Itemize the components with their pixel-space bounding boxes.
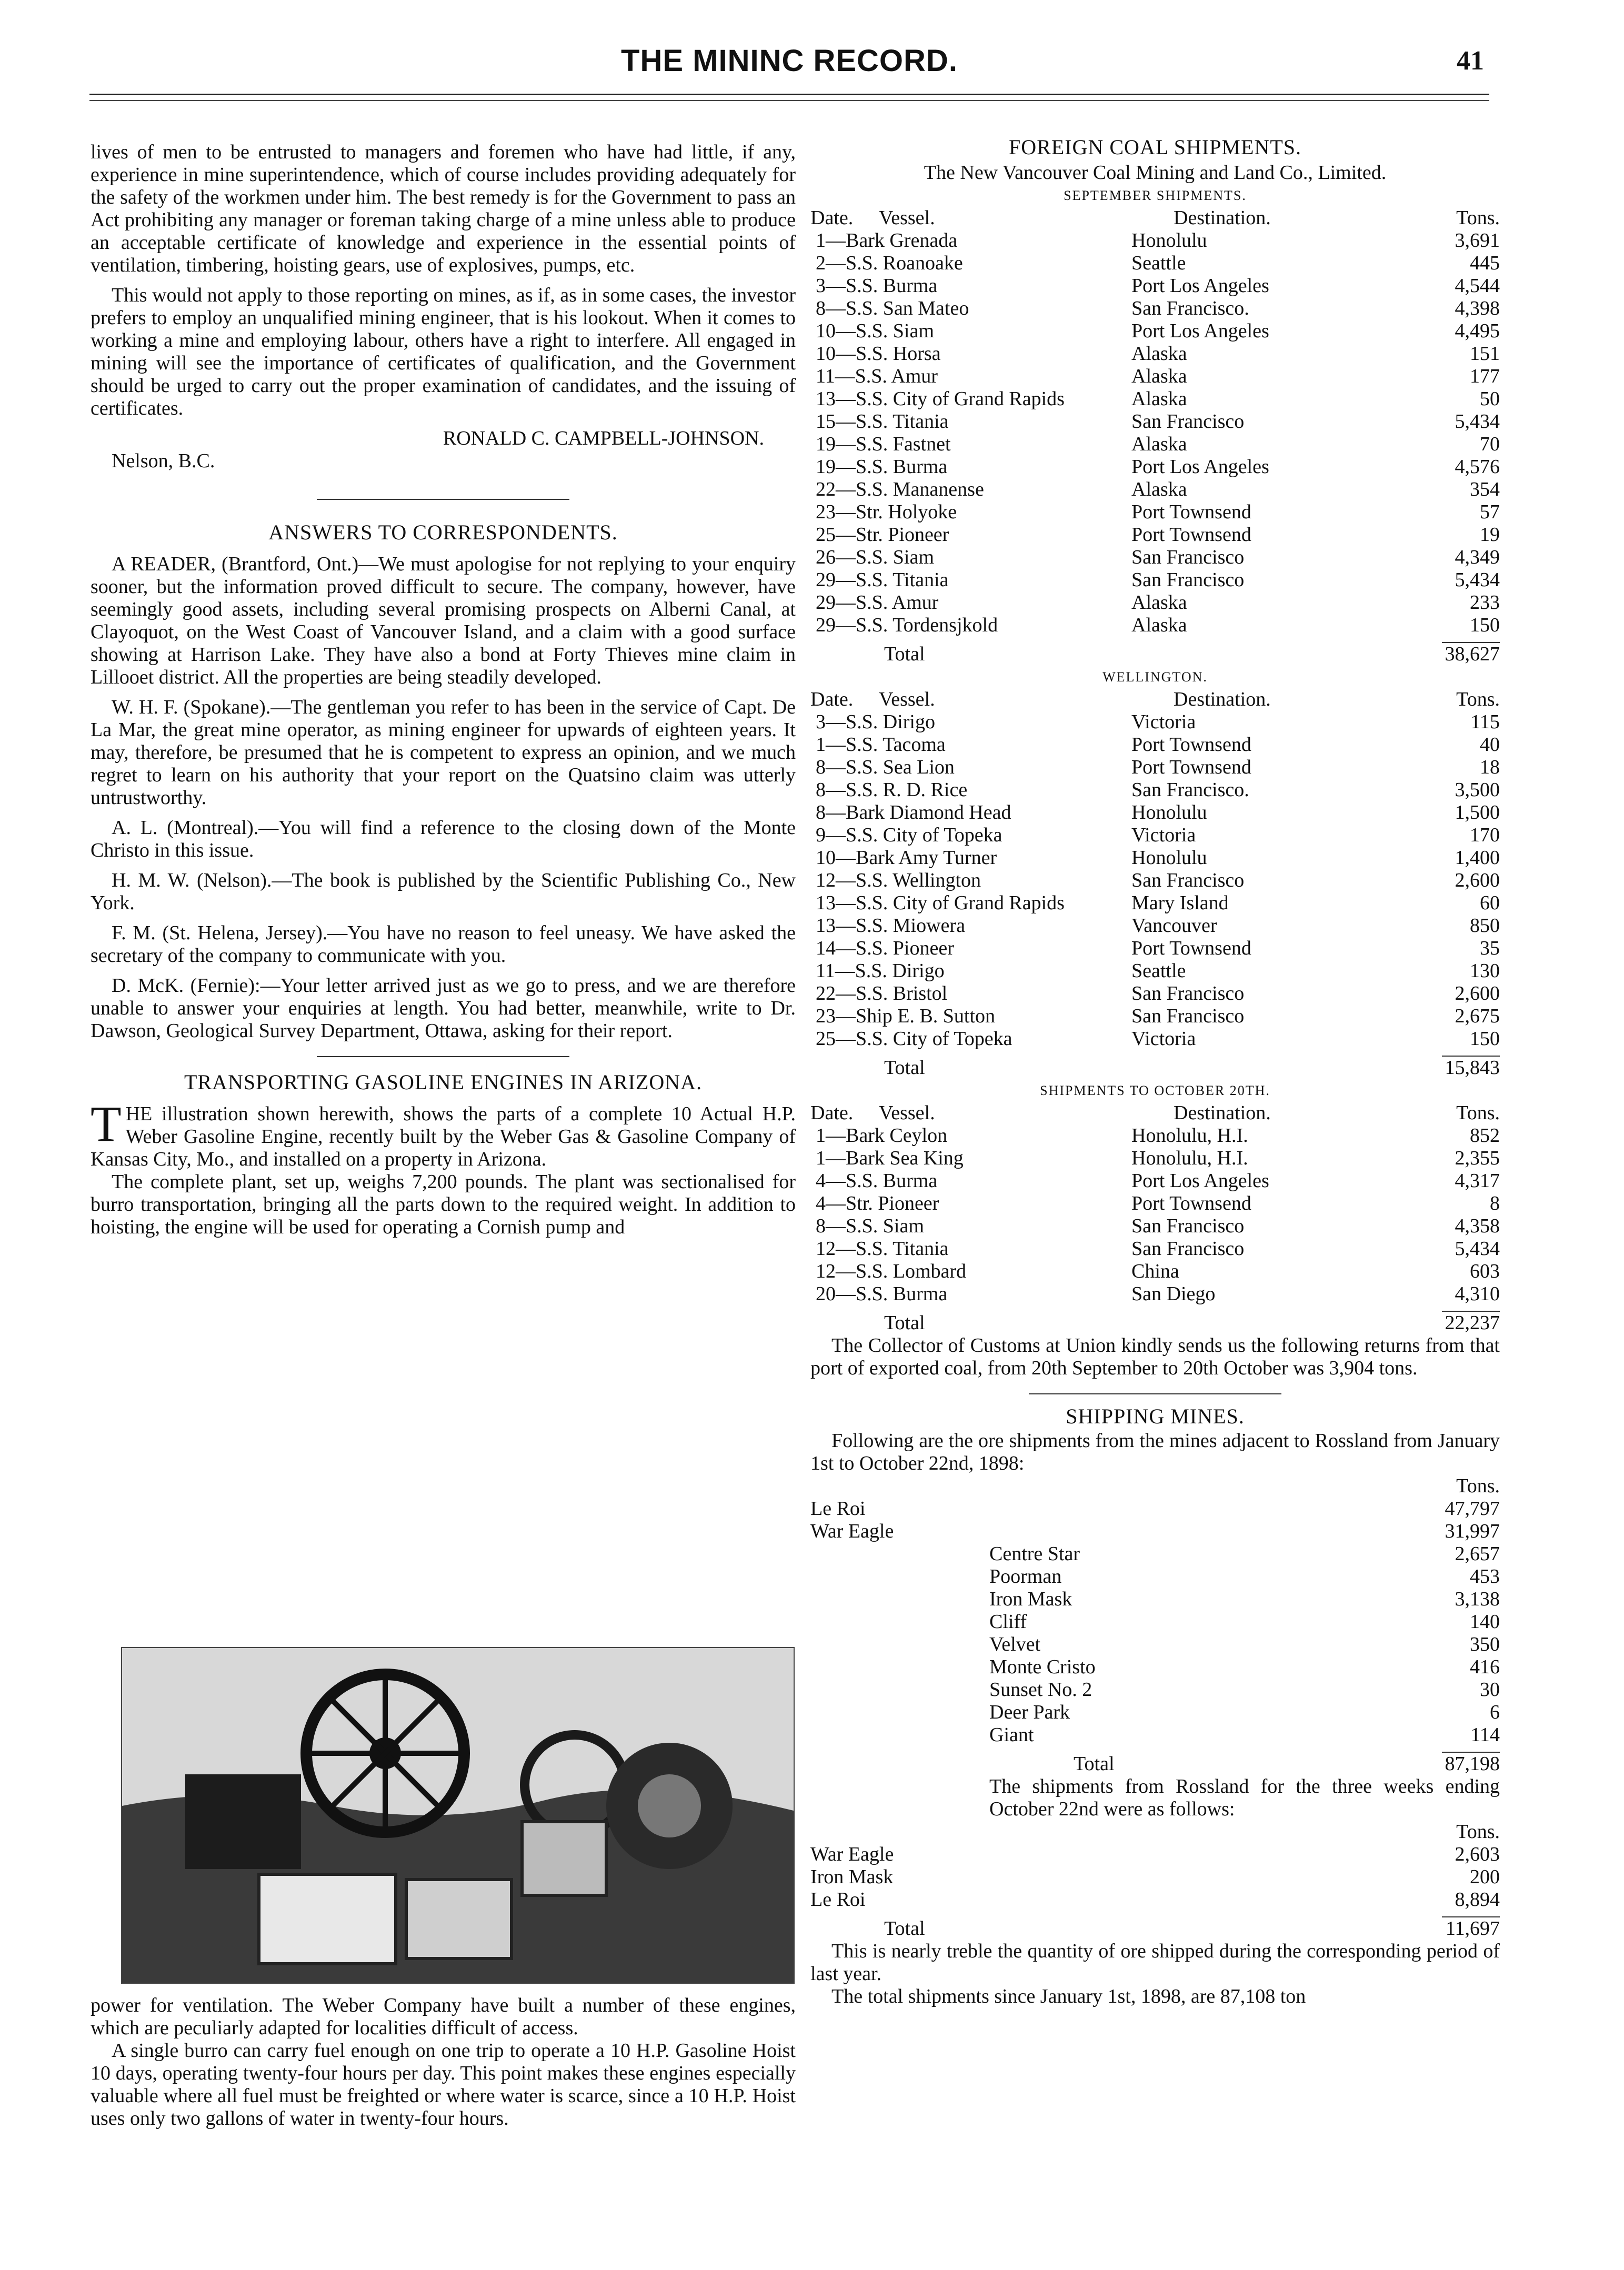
vessel-cell: 19—S.S. Fastnet [816,433,951,455]
destination-cell: Vancouver [1131,915,1217,937]
destination-cell: Seattle [1131,252,1186,274]
tons-cell: 19 [1480,524,1500,546]
table-row [810,569,1500,591]
destination-cell: San Francisco [1131,982,1245,1005]
table-row [810,869,1500,892]
page-number: 41 [1457,46,1484,76]
destination-cell: San Francisco [1131,869,1245,891]
answer-paragraph: H. M. W. (Nelson).—The book is published by the Scientific Publishing Co., New York. [91,869,796,914]
sept-table [810,207,1500,637]
total-label: Total [884,1917,925,1940]
letter-place: Nelson, B.C. [112,450,215,472]
vessel-cell: 4—S.S. Burma [816,1170,938,1192]
destination-cell: Port Townsend [1131,756,1251,778]
table-row [810,1565,1500,1588]
table-row [810,388,1500,410]
table-row [810,456,1500,478]
table-row [810,1633,1500,1656]
table-row [810,343,1500,365]
mine-name-cell: Cliff [989,1611,1027,1633]
tons-cell: 115 [1470,711,1500,733]
vessel-cell: 1—Bark Grenada [816,229,958,252]
right-column [810,136,1500,2015]
destination-cell: San Francisco [1131,1005,1245,1027]
destination-cell: Alaska [1131,365,1187,387]
vessel-cell: 3—S.S. Dirigo [816,711,935,733]
tons-cell: 114 [1470,1724,1500,1746]
tons-cell: 354 [1470,478,1500,500]
tons-cell: 60 [1480,892,1500,914]
tons-cell: 1,500 [1455,801,1500,823]
vessel-cell: 11—S.S. Amur [816,365,938,387]
table-row [810,1656,1500,1679]
tons-cell: 2,603 [1455,1843,1500,1865]
table-row [810,252,1500,275]
three-weeks-total-row [810,1917,1500,1940]
table-row [810,1124,1500,1147]
table-row [810,1005,1500,1028]
gasoline-paragraph: power for ventilation. The Weber Company have built a number of these engines, which are peculiarly adapted for localities difficult of access. [91,1994,796,2039]
section-divider [317,499,569,500]
table-row [810,1170,1500,1192]
engine-photograph [121,1647,795,1984]
tons-header: Tons. [1456,1821,1500,1843]
tons-cell: 50 [1480,388,1500,410]
letter-paragraph: lives of men to be entrusted to managers and foremen who have had little, if any, experience in mine superintendence, which of course includes providing adequately for the safety of the workmen under him. The best remedy is for the Government to pass an Act prohibiting any manager or foreman taking charge of a mine unless able to produce an acceptable certificate of knowledge and experience in the essential points of ventilation, timbering, hoisting gears, use of explosives, pumps, etc. [91,141,796,276]
mine-name-cell: Poorman [989,1565,1062,1588]
table-row [810,1611,1500,1633]
three-weeks-table [810,1821,1500,1911]
vessel-cell: 29—S.S. Amur [816,591,939,614]
total-label: Total [1074,1753,1115,1775]
wellington-table [810,688,1500,1050]
gasoline-heading: TRANSPORTING GASOLINE ENGINES IN ARIZONA. [184,1070,703,1094]
destination-cell: Port Townsend [1131,501,1251,523]
vessel-cell: 1—S.S. Tacoma [816,734,946,756]
table-row [810,1238,1500,1260]
sept-rows [810,229,1500,637]
tons-cell: 70 [1480,433,1500,455]
tons-cell: 4,358 [1455,1215,1500,1237]
destination-cell: San Francisco [1131,546,1245,568]
table-row [810,915,1500,937]
destination-cell: San Francisco [1131,1215,1245,1237]
destination-cell: Port Los Angeles [1131,275,1269,297]
section-divider [317,1056,569,1057]
tons-cell: 170 [1470,824,1500,846]
tons-cell: 150 [1470,614,1500,636]
mines-intro: Following are the ore shipments from the mines adjacent to Rossland from January 1st to October 22nd, 1898: [810,1430,1500,1474]
destination-cell: Honolulu, H.I. [1131,1124,1248,1147]
answer-paragraph: A READER, (Brantford, Ont.)—We must apologise for not replying to your enquiry sooner, but the information proved difficult to secure. The company, however, have seemingly good assets, including several promising prospects on Alberni Canal, at Clayoquot, on the West Coast of Vancouver Island, and a claim with a good surface showing at Harrison Lake. They have also a bond at Forty Thieves mine claim in Lillooet district. All the properties are being steadily developed. [91,553,796,688]
table-row [810,1147,1500,1170]
tons-cell: 3,500 [1455,779,1500,801]
vessel-cell: 25—Str. Pioneer [816,524,949,546]
tons-cell: 150 [1470,1028,1500,1050]
vessel-cell: 19—S.S. Burma [816,456,948,478]
destination-cell: San Francisco [1131,410,1245,433]
oct-total-row [810,1312,1500,1334]
vessel-cell: 20—S.S. Burma [816,1283,948,1305]
table-row [810,410,1500,433]
tons-cell: 3,138 [1455,1588,1500,1610]
table-row [810,275,1500,297]
vessel-cell: 13—S.S. Miowera [816,915,965,937]
mine-name-cell: Deer Park [989,1701,1070,1723]
table-row [810,756,1500,779]
total-value: 22,237 [1445,1312,1500,1334]
tons-cell: 4,495 [1455,320,1500,342]
tons-cell: 233 [1470,591,1500,614]
tons-cell: 151 [1470,343,1500,365]
vessel-cell: 4—Str. Pioneer [816,1192,939,1214]
vessel-cell: 15—S.S. Titania [816,410,949,433]
table-header-row: Date. Vessel. Destination. Tons. [810,688,1500,710]
tons-cell: 177 [1470,365,1500,387]
gasoline-paragraph: The complete plant, set up, weighs 7,200 pounds. The plant was sectionalised for burro transportation, bringing all the parts down to the required weight. In addition to hoisting, the engine will be used for operating a Cornish pump and [91,1171,796,1238]
tons-cell: 35 [1480,937,1500,959]
vessel-cell: 12—S.S. Titania [816,1238,949,1260]
coal-company: The New Vancouver Coal Mining and Land Co., Limited. [924,162,1387,184]
table-row [810,1283,1500,1305]
vessel-cell: 26—S.S. Siam [816,546,934,568]
table-row [810,1588,1500,1611]
destination-cell: Seattle [1131,960,1186,982]
mine-name-cell: War Eagle [810,1520,894,1542]
total-label: Total [884,1312,925,1334]
left-column [91,141,796,1246]
gasoline-paragraph: A single burro can carry fuel enough on one trip to operate a 10 H.P. Gasoline Hoist 10 days, operating twenty-four hours per day. This point makes these engines especially valuable where all fuel must be freighted or where water is scarce, since a 10 H.P. Hoist uses only two gallons of water in twenty-four hours. [91,2040,796,2130]
mine-name-cell: Monte Cristo [989,1656,1096,1678]
table-row [810,365,1500,388]
table-row [810,1028,1500,1050]
destination-cell: Honolulu [1131,801,1207,823]
table-row [810,501,1500,524]
tons-cell: 30 [1480,1679,1500,1701]
tons-cell: 8,894 [1455,1889,1500,1911]
tons-cell: 2,675 [1455,1005,1500,1027]
answers-heading: ANSWERS TO CORRESPONDENTS. [268,520,618,544]
table-header-row: Date. Vessel. Destination. Tons. [810,1102,1500,1124]
tons-cell: 130 [1470,960,1500,982]
total-label: Total [884,643,925,665]
section-divider [1029,1393,1281,1394]
table-row [810,892,1500,915]
destination-cell: San Francisco [1131,569,1245,591]
vessel-cell: 22—S.S. Bristol [816,982,948,1005]
destination-cell: Alaska [1131,343,1187,365]
vessel-cell: 29—S.S. Tordensjkold [816,614,998,636]
vessel-cell: 3—S.S. Burma [816,275,938,297]
tons-cell: 2,600 [1455,869,1500,891]
table-row [810,1260,1500,1283]
tons-cell: 47,797 [1445,1498,1500,1520]
tons-cell: 5,434 [1455,410,1500,433]
destination-cell: Honolulu [1131,847,1207,869]
table-row [810,320,1500,343]
total-value: 38,627 [1445,643,1500,665]
wellington-rows [810,711,1500,1050]
answer-paragraph: D. McK. (Fernie):—Your letter arrived just as we go to press, and we are therefore unable to answer your enquiries at length. You had better, meanwhile, write to Dr. Dawson, Geological Survey Department, Ottawa, asking for their report. [91,975,796,1042]
oct-subheading: SHIPMENTS TO OCTOBER 20TH. [1040,1083,1270,1098]
total-value: 15,843 [1445,1057,1500,1079]
vessel-cell: 9—S.S. City of Topeka [816,824,1003,846]
mine-name-cell: Velvet [989,1633,1041,1655]
table-row [810,1889,1500,1911]
vessel-cell: 1—Bark Ceylon [816,1124,948,1147]
table-header-row: Date. Vessel. Destination. Tons. [810,207,1500,229]
table-row [810,614,1500,637]
closing-paragraph: The total shipments since January 1st, 1898, are 87,108 ton [831,1985,1306,2007]
closing-paragraph: This is nearly treble the quantity of ore shipped during the corresponding period of last year. [810,1940,1500,1985]
tons-cell: 6 [1490,1701,1500,1723]
vessel-cell: 22—S.S. Mananense [816,478,984,500]
mine-name-cell: Iron Mask [810,1866,894,1888]
destination-cell: San Diego [1131,1283,1216,1305]
mine-name-cell: Centre Star [989,1543,1080,1565]
vessel-cell: 13—S.S. City of Grand Rapids [816,892,1065,914]
table-row [810,546,1500,569]
table-row [810,524,1500,546]
vessel-cell: 14—S.S. Pioneer [816,937,954,959]
tons-cell: 1,400 [1455,847,1500,869]
total-label: Total [884,1057,925,1079]
destination-cell: Mary Island [1131,892,1229,914]
tons-cell: 140 [1470,1611,1500,1633]
mines-total-row [810,1753,1500,1775]
vessel-cell: 13—S.S. City of Grand Rapids [816,388,1065,410]
destination-cell: San Francisco. [1131,779,1249,801]
destination-cell: Victoria [1131,824,1196,846]
oct-table [810,1102,1500,1305]
mine-name-cell: Le Roi [810,1498,866,1520]
tons-cell: 2,657 [1455,1543,1500,1565]
vessel-cell: 8—S.S. R. D. Rice [816,779,968,801]
table-row [810,1843,1500,1866]
sept-subheading: SEPTEMBER SHIPMENTS. [1064,188,1247,203]
mine-name-cell: Sunset No. 2 [989,1679,1092,1701]
table-row [810,1543,1500,1565]
mines-table [810,1475,1500,1746]
vessel-cell: 11—S.S. Dirigo [816,960,945,982]
tons-cell: 416 [1470,1656,1500,1678]
destination-cell: Victoria [1131,711,1196,733]
mines-main-rows [810,1498,1500,1543]
table-row [810,591,1500,614]
tons-cell: 18 [1480,756,1500,778]
destination-cell: Port Townsend [1131,1192,1251,1214]
table-row [810,433,1500,456]
wellington-subheading: WELLINGTON. [1102,669,1208,685]
destination-cell: Port Los Angeles [1131,1170,1269,1192]
table-row [810,1679,1500,1701]
tons-cell: 5,434 [1455,569,1500,591]
tons-cell: 4,544 [1455,275,1500,297]
vessel-cell: 25—S.S. City of Topeka [816,1028,1013,1050]
table-row [810,779,1500,801]
mines-sub-rows [810,1543,1500,1746]
table-row [810,1215,1500,1238]
three-weeks-note: The shipments from Rossland for the three weeks ending October 22nd were as follows: [989,1775,1500,1820]
table-row [810,1498,1500,1520]
tons-cell: 3,691 [1455,229,1500,252]
mine-name-cell: Giant [989,1724,1034,1746]
vessel-cell: 10—Bark Amy Turner [816,847,997,869]
customs-note: The Collector of Customs at Union kindly sends us the following returns from that port of exported coal, from 20th September to 20th October was 3,904 tons. [810,1334,1500,1379]
vessel-cell: 12—S.S. Wellington [816,869,981,891]
destination-cell: Port Townsend [1131,524,1251,546]
three-weeks-rows [810,1843,1500,1911]
letter-signature: RONALD C. CAMPBELL-JOHNSON. [443,427,764,449]
destination-cell: China [1131,1260,1179,1282]
page-header [89,43,1489,85]
destination-cell: San Francisco [1131,1238,1245,1260]
mine-name-cell: War Eagle [810,1843,894,1865]
table-row [810,734,1500,756]
destination-cell: Alaska [1131,388,1187,410]
tons-cell: 5,434 [1455,1238,1500,1260]
vessel-cell: 23—Ship E. B. Sutton [816,1005,995,1027]
header-rule-thin [89,100,1489,101]
vessel-cell: 12—S.S. Lombard [816,1260,967,1282]
tons-cell: 57 [1480,501,1500,523]
gasoline-paragraph: THE illustration shown herewith, shows the parts of a complete 10 Actual H.P. Weber Gasoline Engine, recently built by the Weber Gas & Gasoline Company of Kansas City, Mo., and installed on a property in Arizona. [91,1096,796,1170]
tons-cell: 4,310 [1455,1283,1500,1305]
engine-illustration-icon [122,1648,795,1984]
destination-cell: Port Los Angeles [1131,320,1269,342]
table-row [810,982,1500,1005]
coal-heading: FOREIGN COAL SHIPMENTS. [1008,135,1301,159]
wellington-total-row [810,1057,1500,1079]
destination-cell: Alaska [1131,433,1187,455]
table-row [810,937,1500,960]
tons-cell: 2,355 [1455,1147,1500,1169]
drop-cap: T [91,1096,122,1152]
tons-cell: 31,997 [1445,1520,1500,1542]
tons-cell: 4,317 [1455,1170,1500,1192]
tons-cell: 850 [1470,915,1500,937]
vessel-cell: 1—Bark Sea King [816,1147,964,1169]
vessel-cell: 10—S.S. Horsa [816,343,941,365]
table-row [810,1192,1500,1215]
destination-cell: Honolulu [1131,229,1207,252]
vessel-cell: 10—S.S. Siam [816,320,934,342]
table-row [810,1520,1500,1543]
sept-total-row [810,643,1500,666]
mine-name-cell: Le Roi [810,1889,866,1911]
destination-cell: Alaska [1131,591,1187,614]
oct-rows [810,1124,1500,1305]
vessel-cell: 29—S.S. Titania [816,569,949,591]
table-row [810,1701,1500,1724]
table-row [810,229,1500,252]
vessel-cell: 8—Bark Diamond Head [816,801,1011,823]
vessel-cell: 23—Str. Holyoke [816,501,957,523]
destination-cell: Port Townsend [1131,734,1251,756]
table-row [810,297,1500,320]
tons-cell: 40 [1480,734,1500,756]
destination-cell: Victoria [1131,1028,1196,1050]
tons-cell: 4,398 [1455,297,1500,319]
destination-cell: Alaska [1131,478,1187,500]
letter-paragraph: This would not apply to those reporting on mines, as if, as in some cases, the investor prefers to employ an unqualified mining engineer, that is his lookout. When it comes to working a mine and employing labour, others have a right to interfere. All engaged in mining will see the importance of certificates of qualification, and the Government should be urged to carry out the proper examination of candidates, and the issuing of certificates. [91,284,796,419]
destination-cell: San Francisco. [1131,297,1249,319]
table-row [810,960,1500,982]
table-row [810,1866,1500,1889]
tons-cell: 445 [1470,252,1500,274]
header-rule [89,94,1489,95]
destination-cell: Port Los Angeles [1131,456,1269,478]
vessel-cell: 8—S.S. Siam [816,1215,924,1237]
table-row [810,847,1500,869]
mines-heading: SHIPPING MINES. [1066,1404,1245,1428]
table-row [810,824,1500,847]
answer-paragraph: F. M. (St. Helena, Jersey).—You have no reason to feel uneasy. We have asked the secretary of the company to communicate with you. [91,922,796,967]
vessel-cell: 2—S.S. Roanoake [816,252,963,274]
tons-cell: 4,576 [1455,456,1500,478]
answer-paragraph: W. H. F. (Spokane).—The gentleman you refer to has been in the service of Capt. De La Mar, the great mine operator, as mining engineer for upwards of eighteen years. It may, therefore, be presumed that he is competent to express an opinion, and we much regret to learn on his authority that your report on the Quatsino claim was utterly untrustworthy. [91,696,796,809]
destination-cell: Honolulu, H.I. [1131,1147,1248,1169]
vessel-cell: 8—S.S. San Mateo [816,297,969,319]
tons-cell: 852 [1470,1124,1500,1147]
tons-cell: 4,349 [1455,546,1500,568]
tons-cell: 453 [1470,1565,1500,1588]
left-column-bottom [91,1994,796,2137]
tons-cell: 350 [1470,1633,1500,1655]
total-value: 11,697 [1445,1917,1500,1940]
table-row [810,1724,1500,1746]
mine-name-cell: Iron Mask [989,1588,1072,1610]
total-value: 87,198 [1445,1753,1500,1775]
tons-cell: 2,600 [1455,982,1500,1005]
tons-header: Tons. [1456,1475,1500,1497]
destination-cell: Alaska [1131,614,1187,636]
journal-title: THE MININC RECORD. [621,44,958,78]
table-row [810,478,1500,501]
vessel-cell: 8—S.S. Sea Lion [816,756,955,778]
table-row [810,801,1500,824]
tons-cell: 200 [1470,1866,1500,1888]
tons-cell: 8 [1490,1192,1500,1214]
table-row [810,711,1500,734]
tons-cell: 603 [1470,1260,1500,1282]
destination-cell: Port Townsend [1131,937,1251,959]
answer-paragraph: A. L. (Montreal).—You will find a reference to the closing down of the Monte Christo in this issue. [91,817,796,861]
